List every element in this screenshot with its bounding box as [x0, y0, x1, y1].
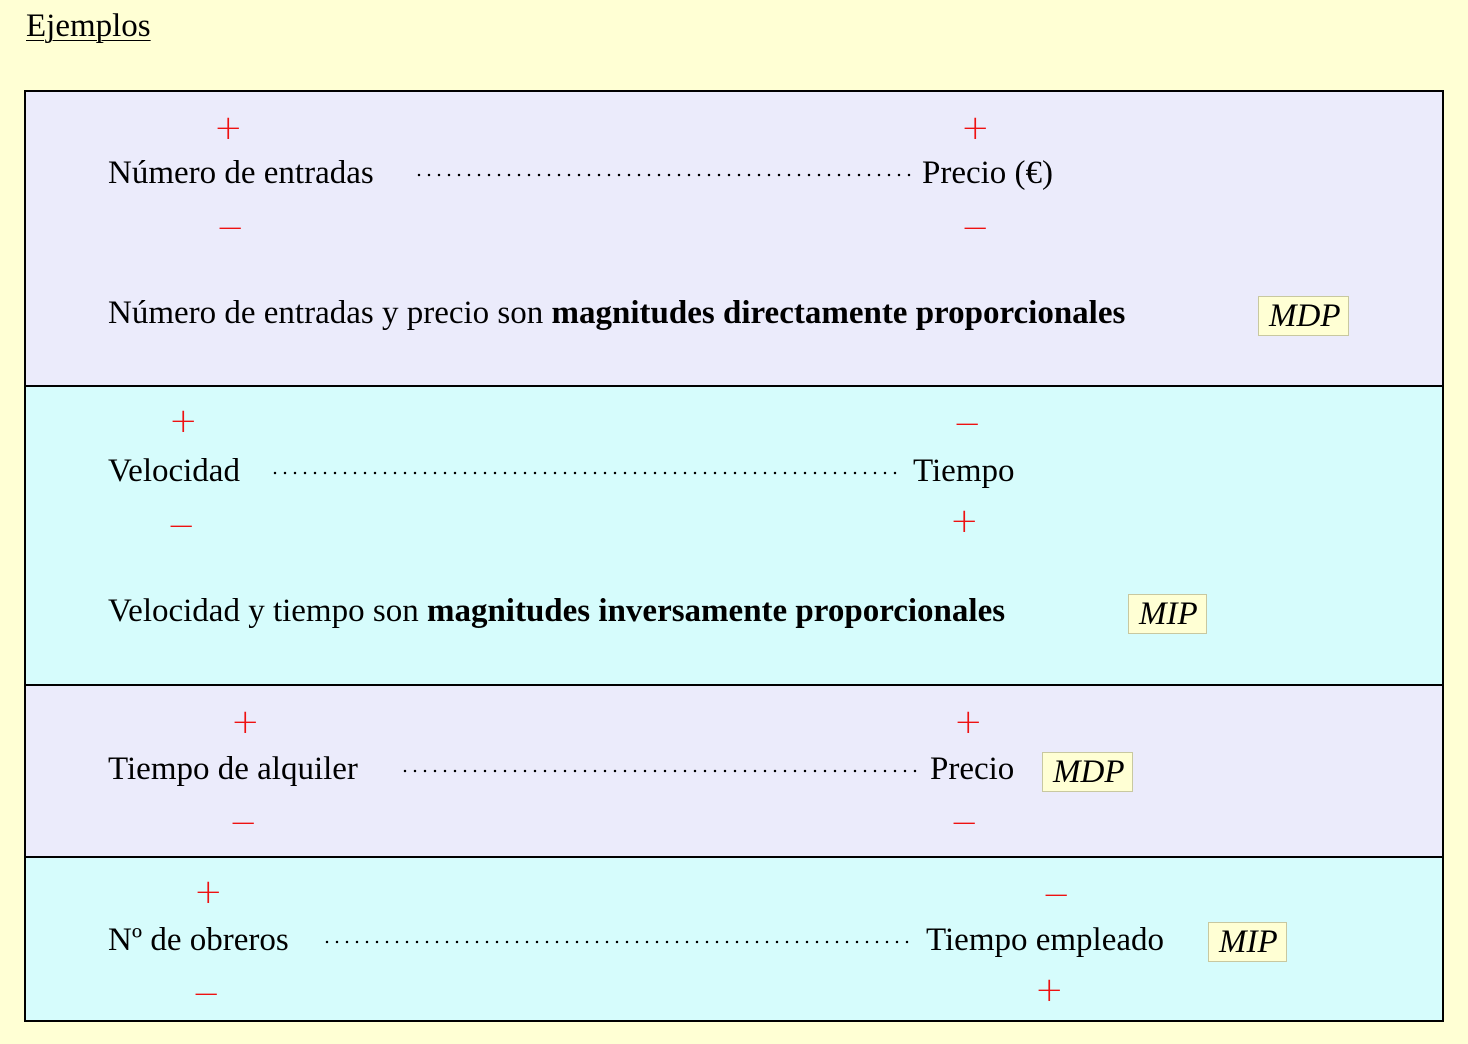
example-row-1 — [26, 92, 1442, 385]
right-top-sign: − — [953, 404, 982, 444]
proportionality-tag: MDP — [1042, 752, 1133, 792]
example-row-2 — [26, 385, 1442, 684]
example-row-3 — [26, 684, 1442, 856]
left-magnitude-label: Nº de obreros — [108, 922, 289, 958]
proportionality-tag: MIP — [1128, 594, 1207, 634]
dotted-leader — [270, 470, 902, 476]
conclusion-prefix: Velocidad y tiempo son — [108, 593, 427, 629]
right-magnitude-label: Tiempo empleado — [926, 922, 1165, 958]
examples-table — [24, 90, 1444, 1022]
conclusion-text — [108, 591, 1005, 631]
right-bottom-sign: + — [1035, 970, 1064, 1010]
proportionality-tag: MIP — [1208, 922, 1287, 962]
left-magnitude-label: Velocidad — [108, 453, 240, 489]
right-top-sign: + — [954, 702, 983, 742]
conclusion-text — [108, 293, 1125, 333]
conclusion-bold: magnitudes inversamente proporcionales — [426, 593, 1006, 629]
right-magnitude-label: Tiempo — [913, 453, 1015, 489]
right-bottom-sign: − — [950, 803, 979, 843]
conclusion-prefix: Número de entradas y precio son — [108, 295, 552, 331]
right-bottom-sign: + — [950, 501, 979, 541]
left-bottom-sign: − — [192, 974, 221, 1014]
proportionality-tag: MDP — [1258, 296, 1349, 336]
left-bottom-sign: − — [216, 208, 245, 248]
left-bottom-sign: − — [167, 506, 196, 546]
right-bottom-sign: − — [961, 208, 990, 248]
page-title: Ejemplos — [26, 8, 151, 44]
dotted-leader — [400, 768, 920, 774]
left-top-sign: + — [214, 108, 243, 148]
left-magnitude-label: Número de entradas — [108, 155, 374, 191]
left-top-sign: + — [231, 702, 260, 742]
right-top-sign: + — [961, 108, 990, 148]
left-top-sign: + — [169, 401, 198, 441]
right-magnitude-label: Precio — [930, 751, 1015, 787]
conclusion-bold: magnitudes directamente proporcionales — [551, 295, 1126, 331]
left-bottom-sign: − — [229, 803, 258, 843]
right-top-sign: − — [1042, 875, 1071, 915]
left-magnitude-label: Tiempo de alquiler — [108, 751, 358, 787]
left-top-sign: + — [194, 872, 223, 912]
example-row-4 — [26, 856, 1442, 1020]
right-magnitude-label: Precio (€) — [922, 155, 1054, 191]
dotted-leader — [414, 172, 912, 178]
dotted-leader — [322, 939, 914, 945]
